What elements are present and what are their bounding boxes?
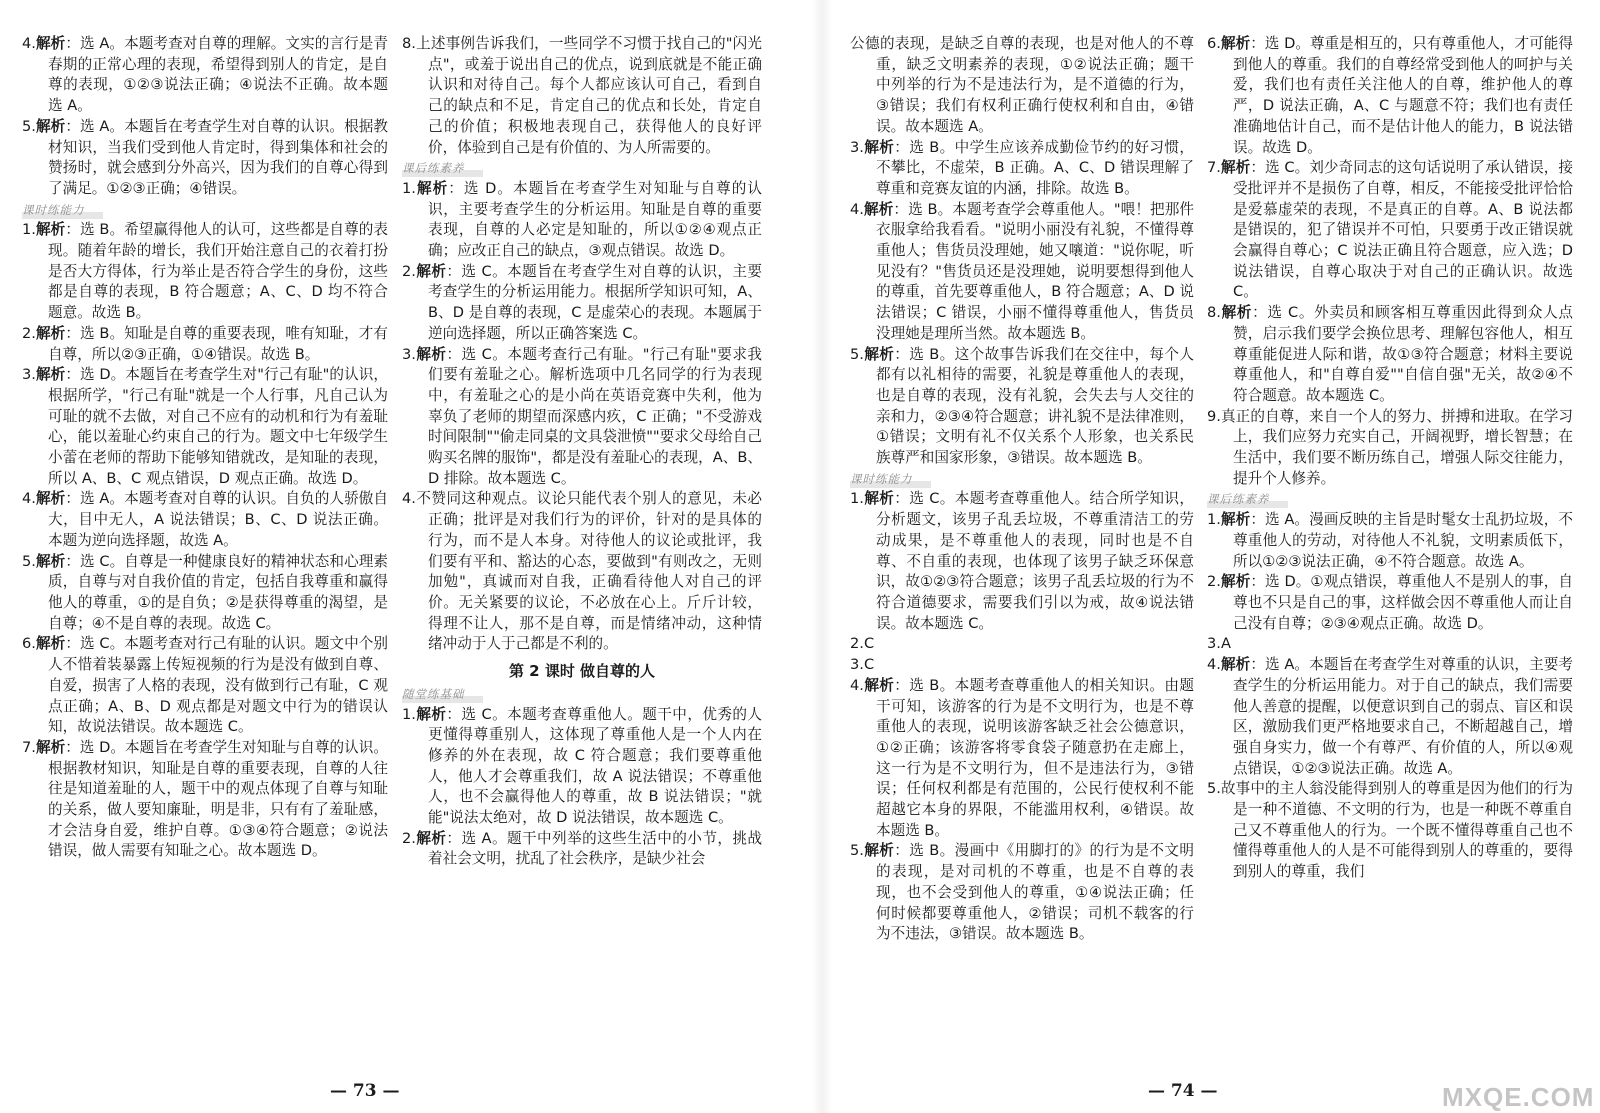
answer-number: 9. — [1207, 407, 1221, 425]
answer-item — [1207, 158, 1573, 303]
answer-number: 4. — [1207, 656, 1221, 674]
answer-text: ：选 B。本题考查学会尊重他人。"喂！把那件衣服拿给我看看。"说明小丽没有礼貌，不懂得尊重他人；售货员没理她，她又嚷道："说你呢，听见没有？"售货员还是没理她，说明要想得到他人的尊重，首先要尊重他人，B 符合题意；A、D 说法错误；C 错误，小丽不懂得尊重他人，售货员没理她是理所当然。故本题选 B。 — [876, 200, 1194, 342]
answer-text: ：选 A。本题考查对自尊的理解。文实的言行是青春期的正常心理的表现，希望得到别人的肯定，是自尊的表现，①②③说法正确；④说法不正确。故本题选 A。 — [48, 35, 388, 115]
watermark-logo: MXQE.COM — [1442, 1082, 1595, 1112]
answer-number: 5. — [850, 842, 864, 860]
answer-text: 故事中的主人翁没能得到别人的尊重是因为他们的行为是一种不道德、不文明的行为，也是一种既不尊重自己又不尊重他人的行为。一个既不懂得尊重自己也不懂得尊重他人的人是不可能得到别人的尊重的，要得到别人的尊重，我们 — [1220, 780, 1573, 881]
answer-number: 2. — [402, 262, 416, 280]
answer-item — [22, 738, 388, 862]
answer-number: 4. — [22, 35, 36, 52]
answer-number: 7. — [1207, 159, 1221, 177]
answer-number: 1. — [402, 179, 416, 197]
answer-text: ：选 C。本题考查行己有耻。"行己有耻"要求我们要有羞耻之心。解析选项中几名同学的行为表现中，有羞耻之心的是小尚在英语竞赛中失利，他为辜负了老师的期望而深感内疚，C 正确；"不受游戏时间限制""偷走同桌的文具袋泄愤""要求父母给自己购买名牌的服饰"，都是没有羞耻心的表现，A、B、D 排除。故本题选 C。 — [428, 345, 762, 487]
answer-item — [850, 200, 1194, 345]
answer-text: ：选 B。中学生应该养成勤俭节约的好习惯，不攀比，不虚荣，B 正确。A、C、D 错误理解了尊重和竞赛友谊的内涵，排除。故选 B。 — [876, 138, 1194, 197]
col2-group-a — [402, 34, 762, 158]
answer-number: 7. — [22, 738, 36, 756]
answer-number: 5. — [1207, 780, 1221, 798]
answer-item — [402, 345, 762, 490]
answer-number: 6. — [22, 635, 36, 653]
answer-text: 上述事例告诉我们，一些同学不习惯于找自己的"闪光点"，或羞于说出自己的优点，说到底就是不能正确认识和对待自己。每个人都应该认可自己，看到自己的缺点和不足，肯定自己的优点和长处，肯定自己的价值；积极地表现自己，获得他人的良好评价，体验到自己是有价值的、为人所需要的。 — [415, 35, 762, 156]
answer-item — [850, 489, 1194, 634]
answer-text: C — [863, 656, 875, 674]
answer-item — [402, 262, 762, 345]
answer-text: ：选 C。本题旨在考查学生对自尊的认识，主要考查学生的分析运用能力。根据所学知识可知，A、B、D 是自尊的表现，C 是虚荣心的表现。本题属于逆向选择题，所以正确答案选 C。 — [428, 262, 762, 342]
analysis-label: 解析 — [1220, 656, 1251, 674]
answer-number: 5. — [850, 345, 864, 363]
analysis-label: 解析 — [415, 829, 447, 847]
answer-item — [402, 34, 762, 158]
answer-item — [402, 179, 762, 262]
answer-item — [22, 324, 388, 365]
analysis-label: 解析 — [863, 676, 895, 694]
answer-text: ：选 B。这个故事告诉我们在交往中，每个人都有以礼相待的需要，礼貌是尊重他人的表现，也是自尊的表现，没有礼貌，会失去与人交往的亲和力，②③④符合题意；讲礼貌不是法律准则，①错误；文明有礼不仅关系个人形象，也关系民族尊严和国家形象，③错误。故本题选 B。 — [876, 345, 1194, 467]
analysis-label: 解析 — [35, 35, 66, 52]
answer-item — [1207, 572, 1573, 634]
analysis-label: 解析 — [863, 345, 895, 363]
analysis-label: 解析 — [415, 345, 447, 363]
answer-number: 2. — [22, 324, 36, 342]
analysis-label: 解析 — [863, 200, 894, 218]
answer-text: ：选 B。本题考查尊重他人的相关知识。由题干可知，该游客的行为是不文明行为，也是不尊重他人的表现，说明该游客缺乏社会公德意识，①②正确；该游客将零食袋子随意扔在走廊上，这一行为是不文明行为，但不是违法行为，③错误；任何权利都是有范围的，公民行使权利不能超越它本身的界限，不能滥用权利，④错误。故本题选 B。 — [876, 676, 1194, 839]
col1-group-a — [22, 34, 388, 200]
answer-item — [1207, 303, 1573, 407]
answer-text: ：选 B。知耻是自尊的重要表现，唯有知耻，才有自尊，所以②③正确，①④错误。故选 B。 — [48, 324, 388, 363]
answer-item — [1207, 510, 1573, 572]
answer-number: 3. — [850, 656, 864, 674]
lesson-title: 第 2 课时 做自尊的人 — [508, 662, 656, 681]
answer-number: 1. — [1207, 511, 1221, 529]
answer-text: ：选 C。本题考查对行己有耻的认识。题文中个别人不惜着装暴露上传短视频的行为是没有做到自尊、自爱，损害了人格的表现，没有做到行己有耻，C 观点正确；A、B、D 观点都是对题文中行为的错误认知，故说法错误。故本题选 C。 — [48, 635, 388, 736]
answer-number: 4. — [850, 676, 864, 694]
answer-number: 3. — [22, 366, 36, 384]
answer-item — [22, 365, 388, 489]
answer-item — [402, 705, 762, 829]
answer-number: 1. — [402, 705, 416, 723]
analysis-label: 解析 — [1220, 35, 1251, 52]
answer-text: C — [863, 635, 875, 653]
answer-text: 真正的自尊，来自一个人的努力、拼搏和进取。在学习上，我们应努力充实自己，开阔视野，增长智慧；在生活中，我们要不断历练自己，增强人际交往能力，提升个人修养。 — [1220, 407, 1573, 487]
answer-text: 公德的表现，是缺乏自尊的表现，也是对他人的不尊重，缺乏文明素养的表现，①②说法正确；题干中列举的行为不是违法行为，是不道德的行为，③错误；我们有权利正确行使权利和自由，④错误。故本题选 A。 — [850, 35, 1194, 135]
answer-number: 3. — [402, 345, 416, 363]
col4-group-a — [1207, 34, 1573, 489]
col4-group-b — [1207, 510, 1573, 883]
analysis-label: 解析 — [415, 705, 447, 723]
page-number-right: — 74 — — [1148, 1081, 1218, 1101]
section-heading-foundation: 随堂练基础 — [402, 685, 483, 703]
analysis-label: 解析 — [35, 117, 66, 135]
answer-number: 5. — [22, 552, 36, 570]
analysis-label: 解析 — [1220, 159, 1251, 177]
answer-number: 2. — [402, 829, 416, 847]
col3-group-b — [850, 489, 1194, 944]
answer-item — [850, 138, 1194, 200]
answer-item — [402, 829, 762, 870]
col1-group-b — [22, 220, 388, 862]
answer-text: ：选 A。漫画反映的主旨是时髦女士乱扔垃圾，不尊重他人的劳动，对待他人不礼貌，文明素质低下，所以①②③说法正确，④不符合题意。故选 A。 — [1233, 511, 1573, 570]
answer-number: 8. — [1207, 304, 1221, 322]
column-4 — [1207, 34, 1573, 883]
analysis-label: 解析 — [35, 366, 66, 384]
answer-item — [1207, 779, 1573, 883]
answer-item — [1207, 407, 1573, 490]
book-gutter — [812, 0, 832, 1113]
analysis-label: 解析 — [35, 490, 66, 508]
analysis-label: 解析 — [35, 738, 66, 756]
answer-number: 2. — [1207, 573, 1221, 591]
answer-text: ：选 C。本题考查尊重他人。题干中，优秀的人更懂得尊重别人，这体现了尊重他人是一个人内在修养的外在表现，故 C 符合题意；我们要尊重他人，他人才会尊重我们，故 A 说法错误；不尊重他人，也不会赢得他人的尊重，故 B 说法错误；"就能"说法太绝对，故 D 说法错误，故本题选 C。 — [428, 705, 762, 827]
answer-number: 2. — [850, 635, 864, 653]
answer-text: ：选 C。自尊是一种健康良好的精神状态和心理素质，自尊与对自我价值的肯定，包括自我尊重和赢得他人的尊重，①的是自负；②是获得尊重的渴望，是自尊；④不是自尊的表现。故选 C。 — [48, 552, 388, 632]
answer-item — [850, 841, 1194, 945]
answer-text: ：选 A。题干中列举的这些生活中的小节，挑战着社会文明，扰乱了社会秩序，是缺少社会 — [428, 829, 762, 868]
analysis-label: 解析 — [35, 552, 66, 570]
answer-item — [850, 634, 1194, 655]
answer-item — [1207, 634, 1573, 655]
answer-item — [22, 552, 388, 635]
analysis-label: 解析 — [35, 635, 66, 653]
section-heading-ability: 课时练能力 — [22, 201, 103, 219]
answer-item — [1207, 34, 1573, 158]
analysis-label: 解析 — [1220, 573, 1251, 591]
answer-item — [22, 117, 388, 200]
answer-text: 不赞同这种观点。议论只能代表个别人的意见，未必正确；批评是对我们行为的评价，针对的是具体的行为，而不是人本身。对待他人的议论或批评，我们要有平和、豁达的心态，要做到"有则改之，无则加勉"，真诚而对自我，正确看待他人对自己的评价。无关紧要的议论，不必放在心上。斤斤计较，得理不让人，那不是自尊，而是情绪冲动，这种情绪冲动于人于己都是不利的。 — [415, 490, 762, 653]
answer-text: ：选 D。本题旨在考查学生对知耻与自尊的认识。根据教材知识，知耻是自尊的重要表现，自尊的人往往是知道羞耻的人，题干中的观点体现了自尊与知耻的关系，做人要知廉耻，明是非，只有有了羞耻感，才会洁身自爱，维护自尊。①③④符合题意；②说法错误，做人需要有知耻之心。故本题选 D。 — [48, 738, 388, 860]
answer-number: 1. — [22, 221, 36, 239]
analysis-label: 解析 — [1220, 511, 1251, 529]
column-2 — [402, 34, 762, 870]
answer-text: ：选 D。本题旨在考查学生对知耻与自尊的认识，主要考查学生的分析运用。知耻是自尊的重要表现，自尊的人必定是知耻的，所以①②④观点正确；应改正自己的缺点，③观点错误。故选 D。 — [428, 179, 762, 260]
answer-text: ：选 B。漫画中《用脚打的》的行为是不文明的表现，是对司机的不尊重，也是不自尊的表现，也不会受到他人的尊重，①④说法正确；任何时候都要尊重他人，②错误；司机不载客的行为不违法，③错误。故本题选 B。 — [876, 842, 1194, 943]
answer-text: ：选 D。本题旨在考查学生对"行己有耻"的认识，根据所学，"行己有耻"就是一个人行事，凡自己认为可耻的就不去做，对自己不应有的动机和行为有羞耻心，能以羞耻心约束自己的行为。题文中七年级学生小蕾在老师的帮助下能够知错就改，是知耻的表现，所以 A、B、C 观点错误，D 观点正确。故选 D。 — [48, 366, 388, 487]
answer-text: A — [1220, 635, 1231, 653]
analysis-label: 解析 — [863, 842, 895, 860]
answer-item — [22, 34, 388, 117]
answer-text: ：选 A。本题考查对自尊的认识。自负的人骄傲自大，目中无人，A 说法错误；B、C、D 说法正确。本题为逆向选择题，故选 A。 — [48, 490, 388, 549]
answer-number: 6. — [1207, 35, 1221, 52]
column-3 — [850, 34, 1194, 945]
answer-item — [850, 345, 1194, 469]
answer-number: 3. — [850, 138, 864, 156]
answer-text: ：选 A。本题旨在考查学生对自尊的认识。根据教材知识，当我们受到他人肯定时，得到集体和社会的赞扬时，就会感到分外高兴，因为我们的自尊心得到了满足。①②③正确；④错误。 — [48, 117, 388, 197]
answer-item — [22, 220, 388, 324]
answer-text: ：选 D。①观点错误，尊重他人不是别人的事，自尊也不只是自己的事，这样做会因不尊重他人而让自己没有自尊；②③④观点正确。故选 D。 — [1233, 573, 1573, 632]
answer-number: 4. — [22, 490, 36, 508]
answer-text: ：选 B。希望赢得他人的认可，这些都是自尊的表现。随着年龄的增长，我们开始注意自己的衣着打扮是否大方得体，行为举止是否符合学生的身份，这些都是自尊的表现，B 符合题意；A、C、D 均不符合题意。故选 B。 — [48, 221, 388, 322]
answer-text: ：选 A。本题旨在考查学生对尊重的认识，主要考查学生的分析运用能力。对于自己的缺点，我们需要他人善意的提醒，以便意识到自己的弱点、盲区和误区，激励我们更严格地要求自己，不断超越自己，增强自身实力，做一个有尊严、有价值的人，所以④观点错误，①②③说法正确。故选 A。 — [1233, 656, 1573, 777]
section-heading-ability: 课时练能力 — [850, 470, 931, 488]
answer-text: ：选 D。尊重是相互的，只有尊重他人，才可能得到他人的尊重。我们的自尊经常受到他人的呵护与关爱，我们也有责任关注他人的自尊，维护他人的尊严，D 说法正确，A、C 与题意不符；我们也有责任准确地估计自己，而不是估计他人的能力，B 说法错误。故选 D。 — [1233, 35, 1573, 156]
analysis-label: 解析 — [35, 324, 66, 342]
analysis-label: 解析 — [863, 138, 895, 156]
answer-item — [850, 655, 1194, 676]
analysis-label: 解析 — [1220, 304, 1253, 322]
answer-item — [850, 34, 1194, 138]
answer-text: ：选 C。刘少奇同志的这句话说明了承认错误，接受批评并不是损伤了自尊，相反，不能接受批评恰恰是爱慕虚荣的表现，不是真正的自尊。A、B 说法都是错误的，犯了错误并不可怕，只要勇于改正错误就会赢得自尊心；C 说法正确且符合题意，应入选；D 说法错误，自尊心取决于对自己的正确认识。故选 C。 — [1233, 159, 1573, 301]
answer-item — [402, 489, 762, 655]
answer-number: 4. — [850, 200, 864, 218]
col2-group-b — [402, 179, 762, 655]
answer-item — [22, 634, 388, 738]
answer-text: ：选 C。外卖员和顾客相互尊重因此得到众人点赞，启示我们要学会换位思考、理解包容他人，相互尊重能促进人际和谐，故①③符合题意；材料主要说尊重他人，和"自尊自爱""自信自强"无关，故②④不符合题意。故本题选 C。 — [1233, 304, 1573, 404]
analysis-label: 解析 — [35, 221, 66, 239]
answer-number: 5. — [22, 117, 36, 135]
answer-number: 8. — [402, 35, 416, 52]
column-1 — [22, 34, 388, 862]
analysis-label: 解析 — [415, 262, 447, 280]
section-heading-homework: 课后练素养 — [1207, 490, 1288, 508]
answer-item — [22, 489, 388, 551]
answer-item — [1207, 655, 1573, 779]
answer-number: 4. — [402, 490, 416, 508]
col3-group-a — [850, 34, 1194, 469]
answer-number: 3. — [1207, 635, 1221, 653]
page-number-left: — 73 — — [330, 1081, 400, 1101]
answer-number: 1. — [850, 490, 864, 508]
analysis-label: 解析 — [863, 490, 895, 508]
analysis-label: 解析 — [415, 179, 449, 197]
section-heading-homework: 课后练素养 — [402, 159, 483, 177]
answer-item — [850, 676, 1194, 842]
col2-group-c — [402, 705, 762, 871]
answer-text: ：选 C。本题考查尊重他人。结合所学知识，分析题文，该男子乱丢垃圾，不尊重清洁工的劳动成果，是不尊重他人的表现，同时也是不自尊、不自重的表现，也体现了该男子缺乏环保意识，故①②③符合题意；该男子乱丢垃圾的行为不符合道德要求，需要我们引以为戒，故④说法错误。故本题选 C。 — [876, 490, 1194, 632]
